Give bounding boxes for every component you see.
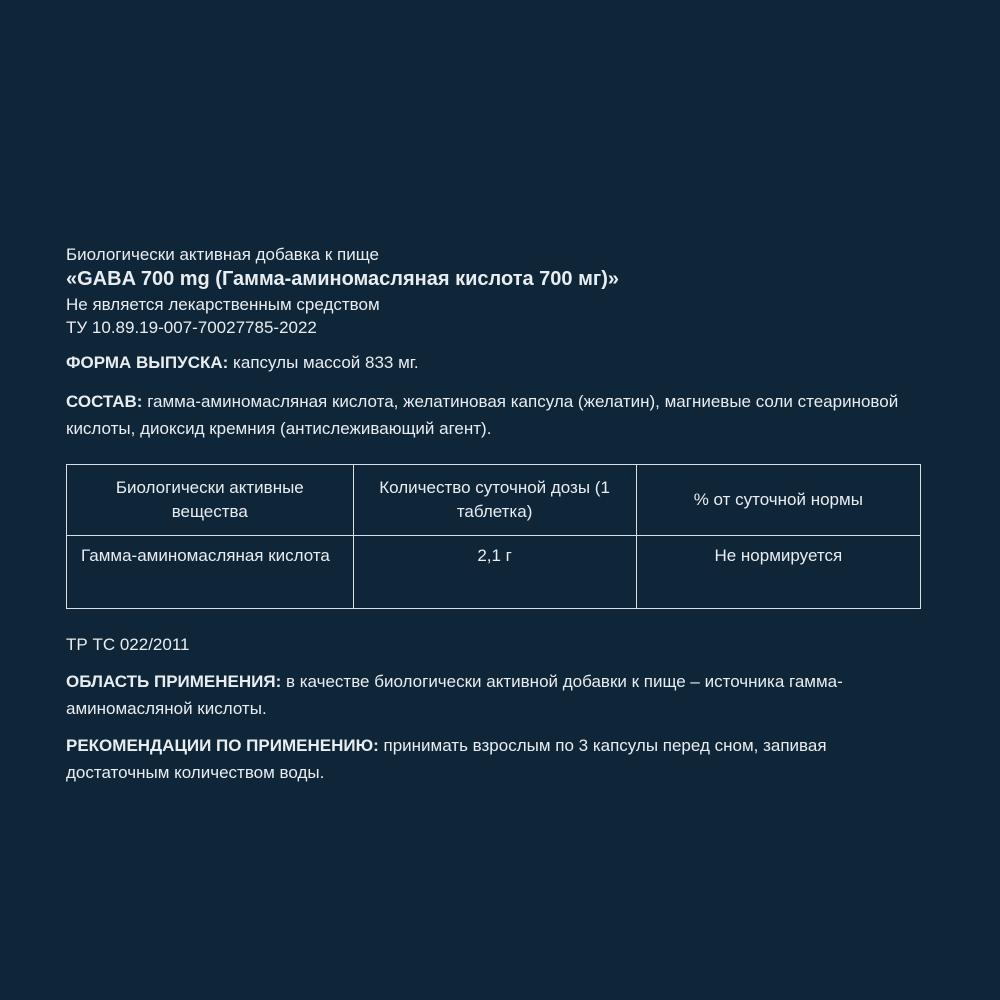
table-header-cell: Количество суточной дозы (1 таблетка) [353, 465, 636, 536]
medicine-disclaimer: Не является лекарственным средством [66, 295, 380, 314]
usage-recommendations-label: РЕКОМЕНДАЦИИ ПО ПРИМЕНЕНИЮ: [66, 736, 379, 755]
composition [66, 388, 926, 442]
release-form [66, 349, 926, 376]
release-form-label: ФОРМА ВЫПУСКА: [66, 353, 229, 372]
application-area [66, 668, 926, 722]
product-name: «GABA 700 mg (Гамма-аминомасляная кислота 700 мг)» [66, 268, 619, 290]
technical-specification: ТУ 10.89.19-007-70027785-2022 [66, 318, 317, 337]
table-cell-substance: Гамма-аминомасляная кислота [67, 536, 354, 609]
composition-label: СОСТАВ: [66, 392, 143, 411]
usage-recommendations-text: принимать взрослым по 3 капсулы перед сном, запивая достаточным количеством воды. [66, 736, 827, 782]
table-header-row [67, 465, 921, 536]
usage-recommendations [66, 732, 926, 786]
composition-text: гамма-аминомасляная кислота, желатиновая капсула (желатин), магниевые соли стеариновой кислоты, диоксид кремния (антислеживающий агент). [66, 392, 899, 438]
application-area-text: в качестве биологически активной добавки к пище – источника гамма-аминомасляной кислоты. [66, 672, 843, 718]
regulation-reference: ТР ТС 022/2011 [66, 635, 190, 654]
table-header-cell: Биологически активные вещества [67, 465, 354, 536]
table-header-cell: % от суточной нормы [636, 465, 920, 536]
table-row [67, 536, 921, 609]
table-cell-amount: 2,1 г [353, 536, 636, 609]
table-cell-percent: Не нормируется [636, 536, 920, 609]
release-form-text: капсулы массой 833 мг. [228, 353, 419, 372]
application-area-label: ОБЛАСТЬ ПРИМЕНЕНИЯ: [66, 672, 282, 691]
product-category: Биологически активная добавка к пище [66, 245, 379, 264]
nutrition-table [66, 464, 921, 609]
label-content [66, 243, 926, 786]
